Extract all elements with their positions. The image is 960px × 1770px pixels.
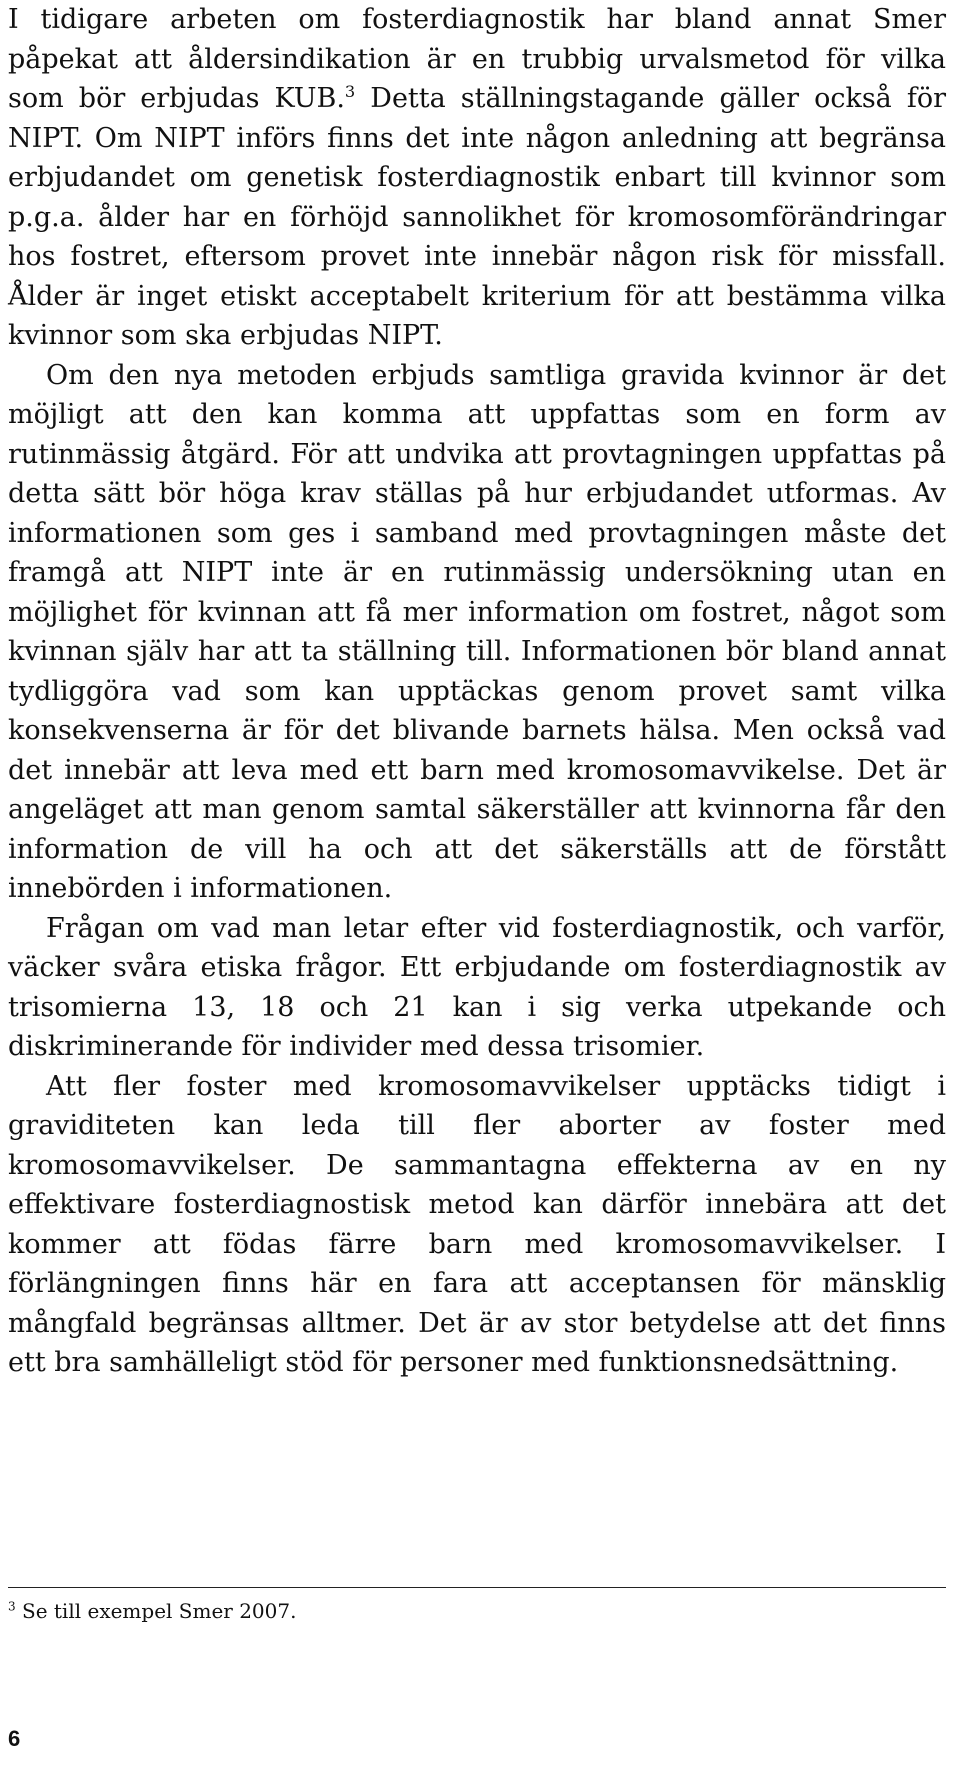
footnote-marker: 3 — [8, 1599, 16, 1614]
paragraph-3: Frågan om vad man letar efter vid fosterdiagnostik, och varför, väcker svåra etiska frågor. Ett erbjudande om fosterdiagnostik av trisomierna 13, 18 och 21 kan i sig verka utpekande och diskriminerande för individer med dessa trisomier. — [8, 912, 946, 1062]
paragraph-1 — [8, 0, 946, 356]
page-number: 6 — [8, 1726, 21, 1751]
body-text — [8, 0, 946, 1383]
paragraph-1-text-a: I tidigare arbeten om fosterdiagnostik har bland annat Smer påpekat att åldersindikation är en trubbig urvalsmetod för vilka som bör erbjudas KUB. — [8, 4, 946, 114]
footnote-reference: 3 — [344, 82, 356, 101]
paragraph-1-text-b: Detta ställningstagande gäller också för NIPT. Om NIPT införs finns det inte någon anledning att begränsa erbjudandet om genetisk fosterdiagnostik enbart till kvinnor som p.g.a. ålder har en förhöjd sannolikhet för kromosomförändringar hos fostret, eftersom provet inte innebär någon risk för missfall. Ålder är inget etiskt acceptabelt kriterium för att bestämma vilka kvinnor som ska erbjudas NIPT. — [8, 83, 946, 351]
footnote — [8, 1598, 296, 1624]
paragraph-4: Att fler foster med kromosomavvikelser upptäcks tidigt i graviditeten kan leda till fler aborter av foster med kromosomavvikelser. De sammantagna effekterna av en ny effektivare fosterdiagnostisk metod kan därför innebära att det kommer att födas färre barn med kromosomavvikelser. I förlängningen finns här en fara att acceptansen för mänsklig mångfald begränsas alltmer. Det är av stor betydelse att det finns ett bra samhälleligt stöd för personer med funktionsnedsättning. — [8, 1070, 946, 1378]
footnote-divider — [8, 1587, 946, 1588]
footnote-text: Se till exempel Smer 2007. — [15, 1599, 297, 1623]
paragraph-2: Om den nya metoden erbjuds samtliga gravida kvinnor är det möjligt att den kan komma att uppfattas som en form av rutinmässig åtgärd. För att undvika att provtagningen uppfattas på detta sätt bör höga krav ställas på hur erbjudandet utformas. Av informationen som ges i samband med provtagningen måste det framgå att NIPT inte är en rutinmässig undersökning utan en möjlighet för kvinnan att få mer information om fostret, något som kvinnan själv har att ta ställning till. Informationen bör bland annat tydliggöra vad som kan upptäckas genom provet samt vilka konsekvenserna är för det blivande barnets hälsa. Men också vad det innebär att leva med ett barn med kromosomavvikelse. Det är angeläget att man genom samtal säkerställer att kvinnorna får den information de vill ha och att det säkerställs att de förstått innebörden i informationen. — [8, 359, 946, 904]
